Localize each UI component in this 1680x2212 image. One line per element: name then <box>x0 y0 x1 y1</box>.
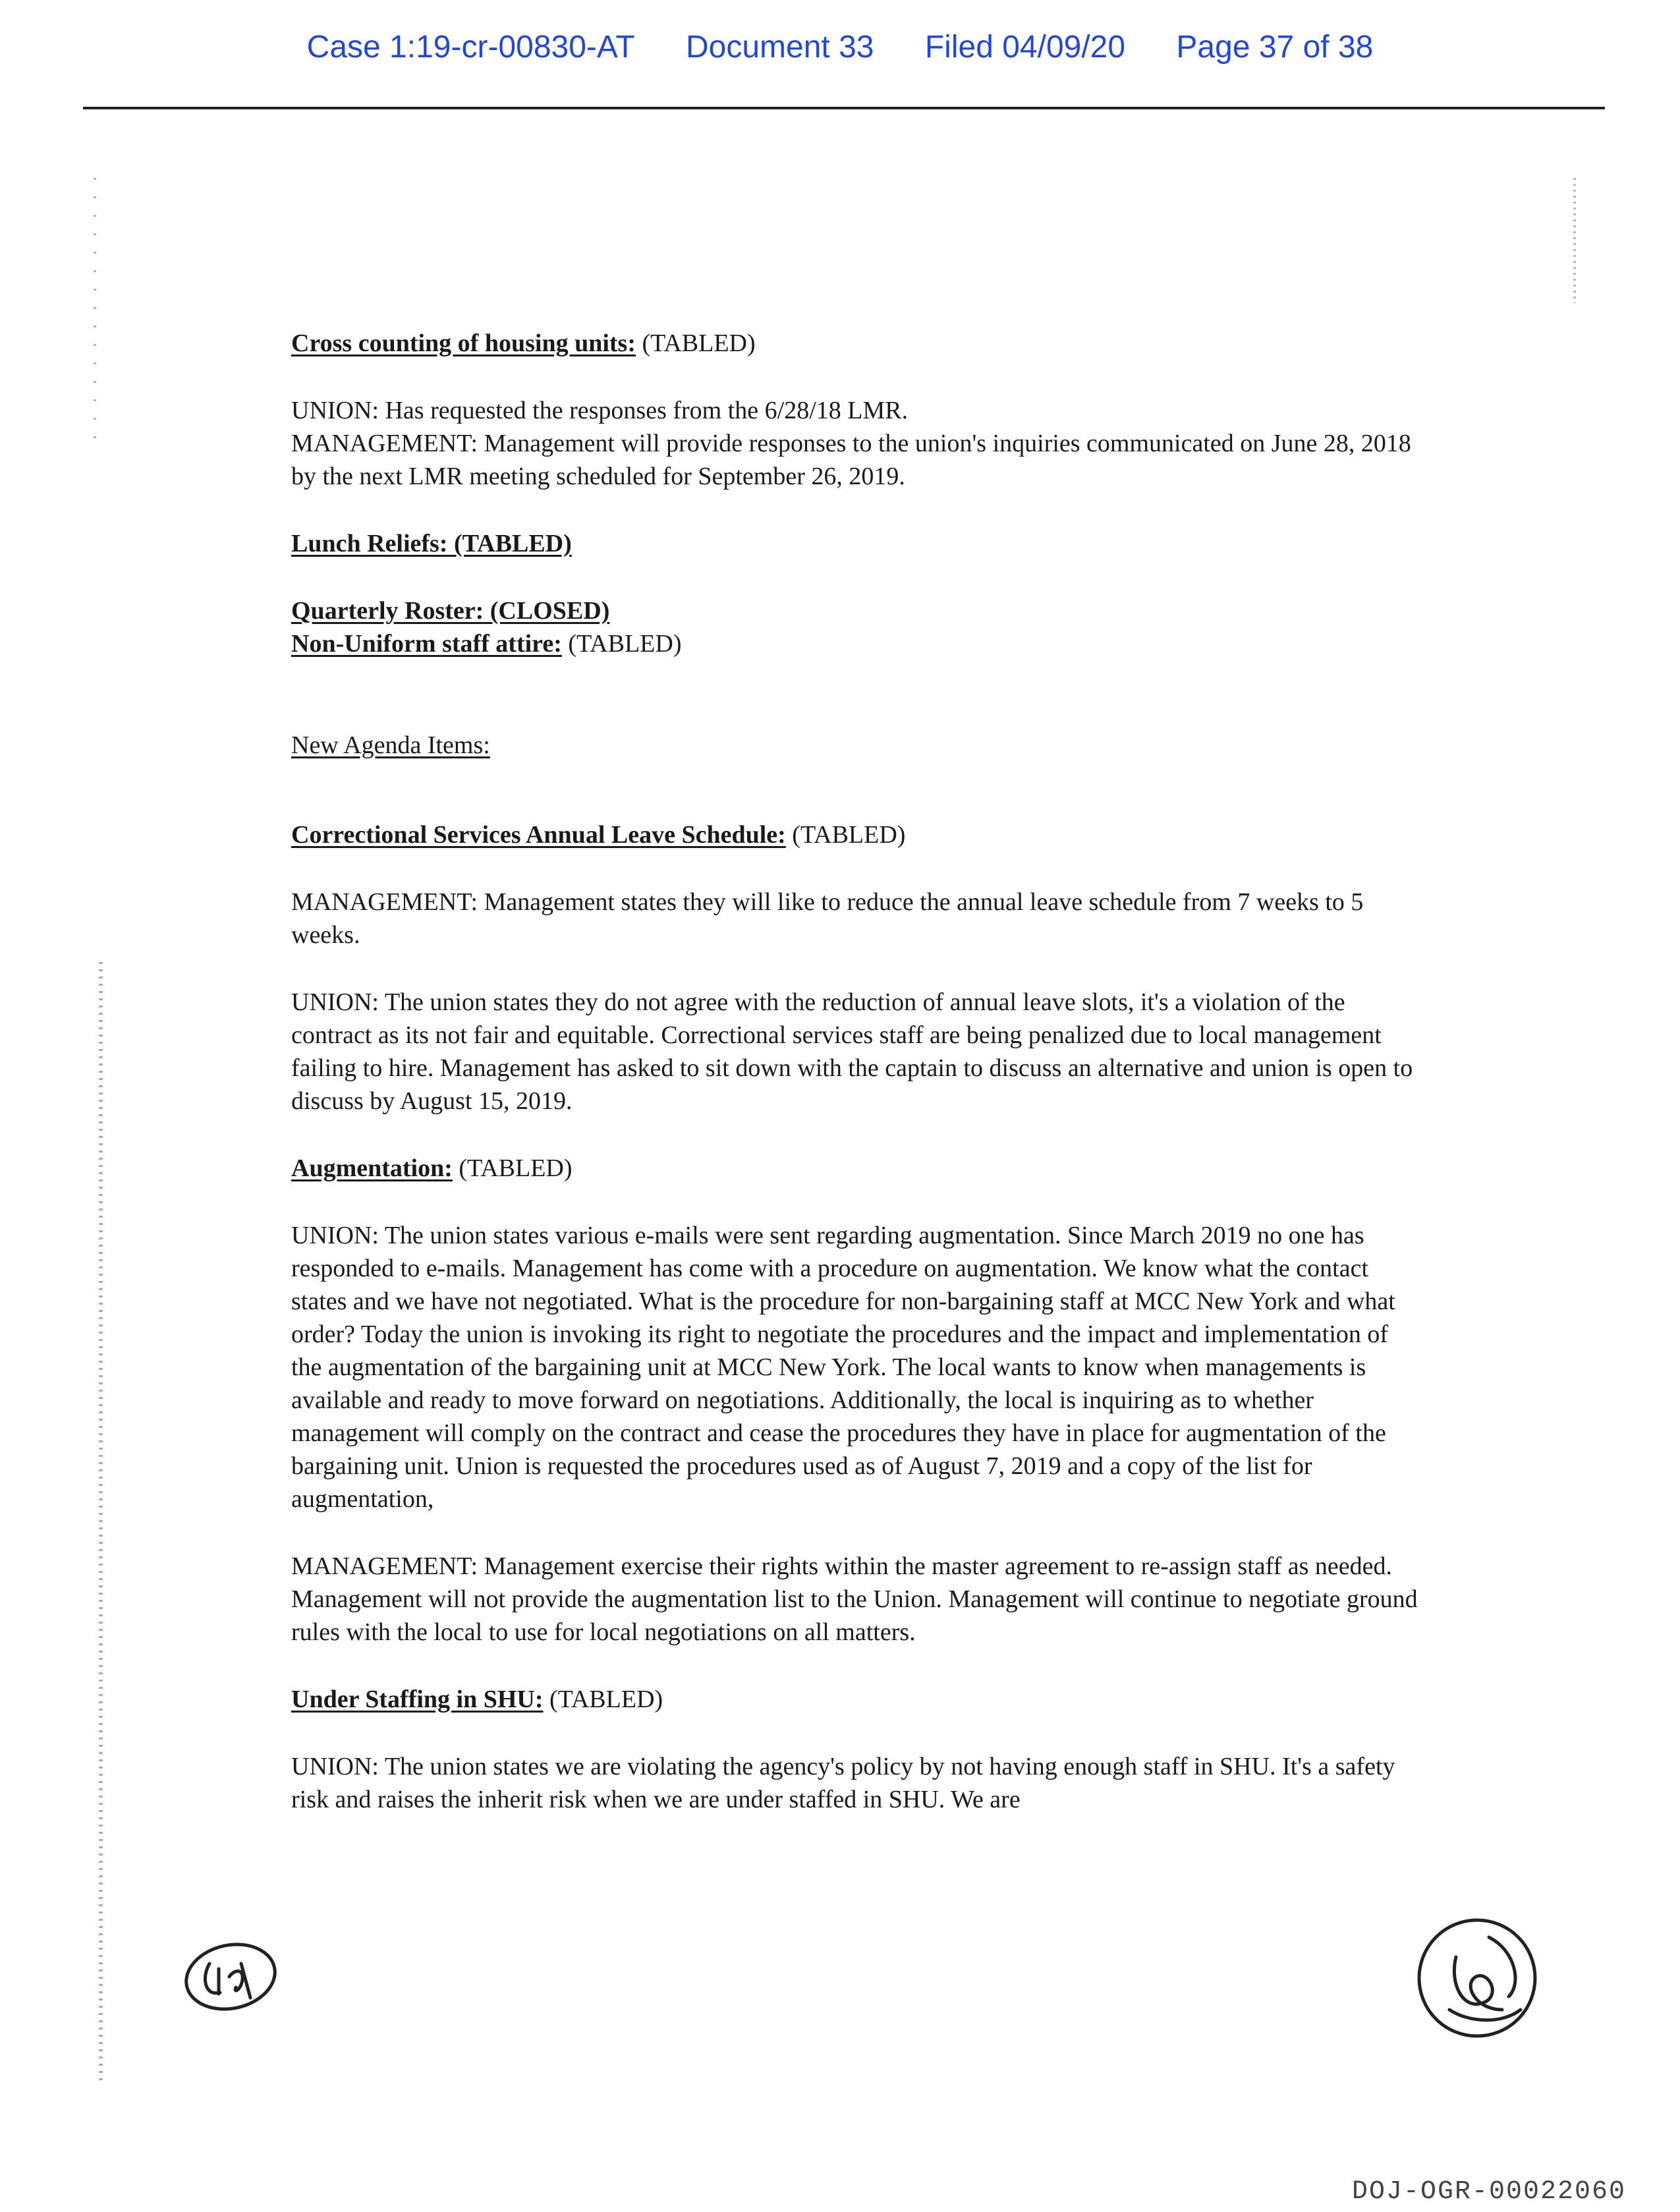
scan-artifact <box>1573 178 1576 303</box>
management-statement <box>291 1550 1424 1649</box>
section-heading <box>291 818 1424 851</box>
section-lunch-reliefs <box>291 527 1424 560</box>
speaker-label: UNION: <box>291 988 379 1016</box>
section-heading <box>291 1152 1424 1185</box>
statement-text: The union states we are violating the agency's policy by not having enough staff in SHU. It's a safety risk and raises the inherit risk when we are under staffed in SHU. We are <box>291 1753 1395 1813</box>
section-status: (TABLED) <box>792 821 906 849</box>
section-title: New Agenda Items: <box>291 731 490 759</box>
scan-artifact <box>99 962 103 2082</box>
management-statement <box>291 427 1424 493</box>
section-title: Augmentation: <box>291 1154 453 1182</box>
statement-text: Management will provide responses to the union's inquiries communicated on June 28, 2018 by the next LMR meeting scheduled for September 26, 2019. <box>291 430 1411 490</box>
section-status: (TABLED) <box>568 630 682 658</box>
handwritten-initials <box>1410 1911 1548 2043</box>
section-augmentation <box>291 1152 1424 1649</box>
union-statement <box>291 1750 1424 1816</box>
speaker-label: UNION: <box>291 397 379 424</box>
section-status: (TABLED) <box>549 1686 663 1713</box>
union-statement <box>291 986 1424 1118</box>
page-number: Page 37 of 38 <box>1176 30 1374 65</box>
section-quarterly-roster <box>291 594 1424 627</box>
section-title: Cross counting of housing units: <box>291 329 636 357</box>
section-title: Correctional Services Annual Leave Schedule: <box>291 821 786 849</box>
section-title: Under Staffing in SHU: <box>291 1686 544 1713</box>
section-non-uniform-attire <box>291 627 1424 660</box>
statement-text: Management exercise their rights within the master agreement to re-assign staff as needed. Management will not provide the augmentation list to the Union. Management will continue to negotiate ground rules with the local to use for local negotiations on all matters. <box>291 1552 1418 1646</box>
section-cross-counting <box>291 327 1424 493</box>
case-header <box>0 29 1680 65</box>
section-title: Lunch Reliefs: (TABLED) <box>291 530 572 557</box>
filed-date: Filed 04/09/20 <box>924 30 1126 65</box>
speaker-label: MANAGEMENT: <box>291 888 478 916</box>
bates-number: DOJ-OGR-00022060 <box>1351 2177 1626 2207</box>
section-title: Quarterly Roster: (CLOSED) <box>291 597 610 625</box>
statement-text: The union states various e-mails were sent regarding augmentation. Since March 2019 no one has responded to e-mails. Management has come with a procedure on augmentation. We know what the contact states and we have not negotiated. What is the procedure for non-bargaining staff at MCC New York and what order? Today the union is invoking its right to negotiate the procedures and the impact and implementation of the augmentation of the bargaining unit at MCC New York. The local wants to know when managements is available and ready to move forward on negotiations. Additionally, the local is inquiring as to whether management will comply on the contract and cease the procedures they have in place for augmentation of the bargaining unit. Union is requested the procedures used as of August 7, 2019 and a copy of the list for augmentation, <box>291 1222 1395 1513</box>
speaker-label: MANAGEMENT: <box>291 430 478 457</box>
statement-text: Management states they will like to reduce the annual leave schedule from 7 weeks to 5 weeks. <box>291 888 1364 949</box>
union-statement <box>291 394 1424 427</box>
speaker-label: MANAGEMENT: <box>291 1552 478 1580</box>
speaker-label: UNION: <box>291 1222 379 1249</box>
section-annual-leave <box>291 818 1424 1118</box>
section-heading <box>291 327 1424 360</box>
statement-text: The union states they do not agree with the reduction of annual leave slots, it's a violation of the contract as its not fair and equitable. Correctional services staff are being penalized due to local management failing to hire. Management has asked to sit down with the captain to discuss an alternative and union is open to discuss by August 15, 2019. <box>291 988 1413 1115</box>
section-heading <box>291 1683 1424 1716</box>
section-under-staffing <box>291 1683 1424 1816</box>
handwritten-initials <box>178 1937 283 2016</box>
section-status: (TABLED) <box>642 329 756 357</box>
header-rule <box>83 107 1605 109</box>
management-statement <box>291 886 1424 951</box>
new-agenda-heading <box>291 729 1424 762</box>
case-number: Case 1:19-cr-00830-AT <box>306 30 635 65</box>
section-status: (TABLED) <box>459 1154 573 1182</box>
section-title: Non-Uniform staff attire: <box>291 630 562 658</box>
scan-artifact <box>94 178 96 455</box>
document-body <box>291 327 1424 1816</box>
statement-text: Has requested the responses from the 6/28/18 LMR. <box>385 397 909 424</box>
document-number: Document 33 <box>686 30 874 65</box>
speaker-label: UNION: <box>291 1753 379 1780</box>
union-statement <box>291 1219 1424 1516</box>
